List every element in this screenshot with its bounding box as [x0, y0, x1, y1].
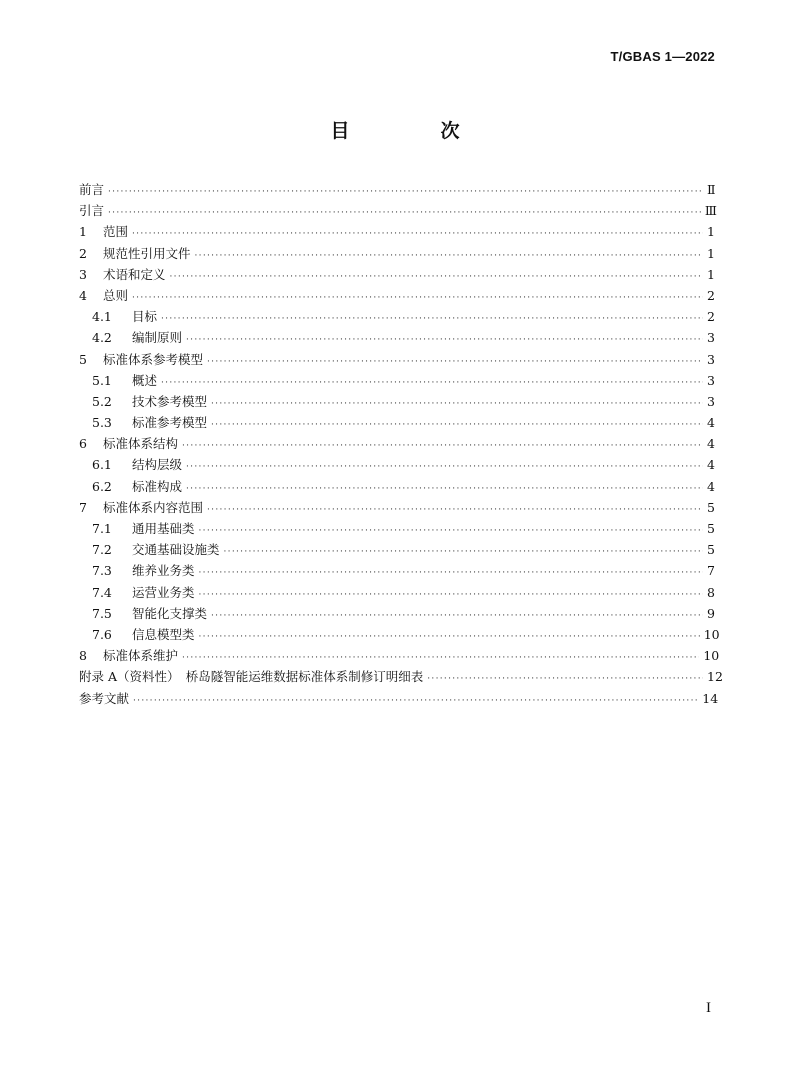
dot-leader: [108, 203, 701, 224]
toc-entry[interactable]: [79, 454, 715, 475]
toc-entry[interactable]: [79, 476, 715, 497]
toc-entry[interactable]: [79, 624, 720, 645]
toc-entry[interactable]: [79, 518, 715, 539]
toc-entry-label: 运营业务类: [132, 584, 195, 600]
toc-entry-label: 总则: [103, 287, 129, 303]
toc-entry-page: 4: [707, 457, 715, 473]
document-code: T/GBAS 1—2022: [610, 49, 715, 64]
dot-leader: [427, 669, 703, 690]
dot-leader: [108, 182, 703, 203]
toc-entry-number: 7.6: [92, 626, 112, 642]
toc-entry-label: 智能化支撑类: [132, 605, 208, 621]
toc-entry-page: 2: [707, 309, 715, 325]
toc-entry[interactable]: [79, 666, 723, 687]
toc-entry[interactable]: [79, 370, 715, 391]
toc-entry-page: 5: [707, 542, 715, 558]
toc-entry-number: 7.2: [92, 542, 112, 558]
toc-entry-label: 范围: [103, 224, 129, 240]
dot-leader: [195, 246, 703, 267]
toc-entry-number: 7.4: [92, 584, 112, 600]
toc-entry-page: 5: [707, 521, 715, 536]
dot-leader: [186, 330, 703, 351]
dot-leader: [207, 500, 703, 521]
toc-entry[interactable]: [79, 603, 715, 624]
toc-entry-number: 7.3: [92, 563, 112, 579]
toc-entry-label: 标准构成: [132, 478, 183, 494]
toc-entry[interactable]: [79, 306, 715, 327]
toc-entry[interactable]: [79, 200, 715, 221]
toc-entry-page: 10: [703, 626, 720, 642]
toc-entry-label: 附录 A（资料性） 桥岛隧智能运维数据标准体系制修订明细表: [79, 669, 424, 685]
dot-leader: [211, 415, 703, 436]
toc-entry[interactable]: [79, 582, 715, 603]
toc-entry-page: 7: [707, 563, 715, 579]
dot-leader: [186, 457, 703, 478]
dot-leader: [199, 563, 703, 584]
toc-entry-page: 3: [707, 330, 715, 346]
toc-entry-label: 引言: [79, 203, 105, 219]
toc-entry-page: 3: [707, 351, 715, 367]
toc-entry-number: 4.2: [92, 330, 112, 346]
toc-entry-page: 1: [707, 224, 715, 240]
toc-entry-number: 1: [79, 224, 87, 240]
toc-entry-number: 7.1: [92, 521, 112, 536]
toc-entry-page: 3: [707, 393, 715, 409]
dot-leader: [211, 394, 703, 415]
toc-entry[interactable]: [79, 221, 715, 242]
toc-entry-label: 前言: [79, 182, 105, 197]
toc-entry-label: 标准体系参考模型: [103, 351, 204, 367]
toc-entry-number: 2: [79, 245, 87, 261]
toc-entry-page: 1: [707, 245, 715, 261]
toc-entry-page: 8: [707, 584, 715, 600]
toc-entry-label: 结构层级: [132, 457, 183, 473]
toc-entry-number: 7: [79, 499, 87, 515]
toc-entry[interactable]: [79, 497, 715, 518]
toc-entry-number: 8: [79, 648, 87, 664]
toc-entry-page: 10: [703, 648, 720, 664]
toc-entry[interactable]: [79, 327, 715, 348]
toc-entry[interactable]: [79, 539, 715, 560]
toc-entry[interactable]: [79, 349, 715, 370]
table-of-contents: [79, 179, 723, 709]
toc-entry[interactable]: [79, 433, 715, 454]
toc-entry-label: 术语和定义: [103, 266, 166, 282]
toc-entry-label: 标准体系内容范围: [103, 499, 204, 515]
toc-entry-page: 14: [702, 690, 719, 706]
toc-entry[interactable]: [79, 412, 715, 433]
toc-entry-label: 交通基础设施类: [132, 542, 220, 558]
toc-entry[interactable]: [79, 179, 715, 200]
toc-entry[interactable]: [79, 285, 715, 306]
toc-entry[interactable]: [79, 264, 715, 285]
toc-entry-label: 参考文献: [79, 690, 130, 706]
toc-entry-page: 4: [707, 436, 715, 452]
toc-entry-number: 5.2: [92, 393, 112, 409]
page-title: 目 次: [330, 120, 496, 142]
toc-entry-page: 4: [707, 478, 715, 494]
toc-entry-label: 规范性引用文件: [103, 245, 191, 261]
toc-entry[interactable]: [79, 560, 715, 581]
toc-entry-number: 6.1: [92, 457, 112, 473]
toc-entry-page: 3: [707, 372, 715, 388]
dot-leader: [161, 309, 703, 330]
toc-entry[interactable]: [79, 391, 715, 412]
toc-entry-number: 4.1: [92, 309, 112, 325]
toc-entry-label: 编制原则: [132, 330, 183, 346]
toc-entry-label: 标准体系维护: [103, 648, 179, 664]
dot-leader: [199, 585, 703, 606]
dot-leader: [224, 542, 703, 563]
toc-entry-number: 5.3: [92, 415, 112, 431]
toc-entry-number: 5: [79, 351, 87, 367]
page-number: I: [706, 1000, 711, 1016]
toc-entry[interactable]: [79, 243, 715, 264]
toc-entry-label: 标准参考模型: [132, 415, 208, 431]
toc-entry[interactable]: [79, 645, 720, 666]
toc-entry-number: 3: [79, 266, 87, 282]
toc-entry-label: 技术参考模型: [132, 393, 208, 409]
toc-entry-number: 6: [79, 436, 87, 452]
dot-leader: [199, 627, 700, 648]
dot-leader: [161, 373, 703, 394]
dot-leader: [199, 521, 703, 542]
toc-entry-label: 目标: [132, 309, 158, 325]
toc-entry-page: Ⅱ: [707, 182, 716, 197]
toc-entry-page: 5: [707, 499, 715, 515]
toc-entry-page: 4: [707, 415, 715, 431]
toc-entry-number: 4: [79, 287, 87, 303]
toc-entry-label: 通用基础类: [132, 521, 195, 536]
toc-entry-label: 信息模型类: [132, 626, 195, 642]
toc-entry-page: 9: [707, 605, 715, 621]
toc-entry-page: Ⅲ: [704, 203, 717, 219]
dot-leader: [207, 352, 703, 373]
dot-leader: [133, 691, 698, 712]
dot-leader: [132, 288, 703, 309]
toc-entry-label: 维养业务类: [132, 563, 195, 579]
toc-entry-page: 1: [707, 266, 715, 282]
dot-leader: [170, 267, 703, 288]
toc-entry-number: 6.2: [92, 478, 112, 494]
dot-leader: [186, 479, 703, 500]
toc-entry[interactable]: [79, 688, 719, 709]
toc-entry-label: 概述: [132, 372, 158, 388]
dot-leader: [132, 224, 703, 245]
toc-entry-number: 7.5: [92, 605, 112, 621]
toc-entry-number: 5.1: [92, 372, 112, 388]
toc-entry-label: 标准体系结构: [103, 436, 179, 452]
dot-leader: [182, 436, 703, 457]
toc-entry-page: 2: [707, 287, 715, 303]
toc-entry-page: 12: [707, 669, 723, 685]
dot-leader: [211, 606, 703, 627]
